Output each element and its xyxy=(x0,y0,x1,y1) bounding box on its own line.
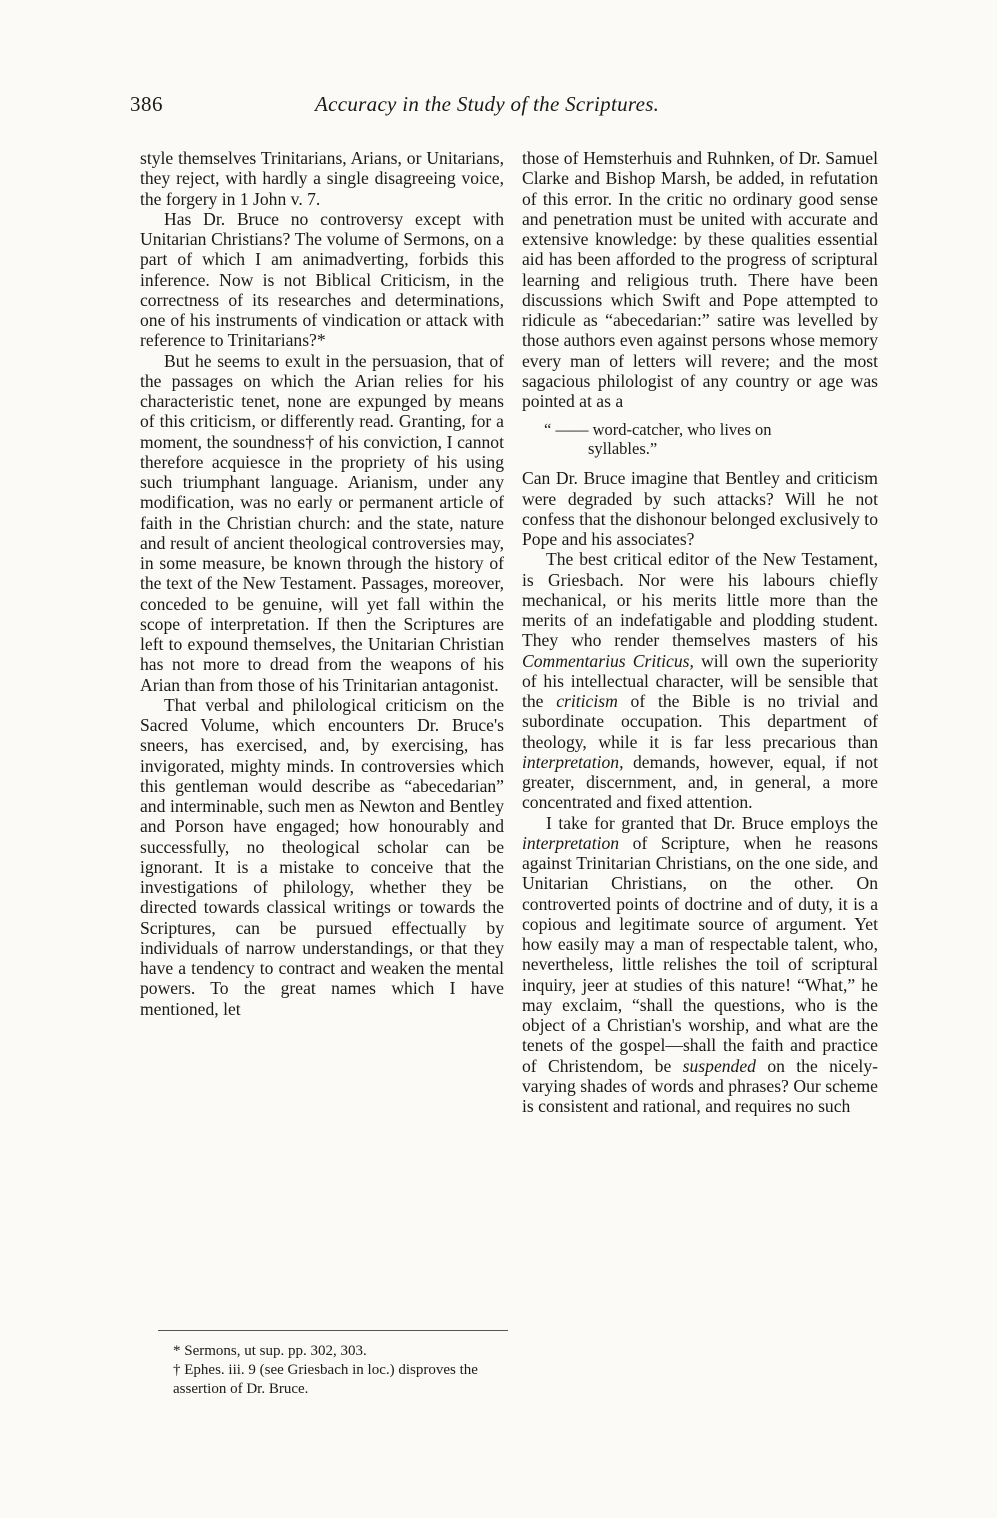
text-run: of the Bible is no trivial and subordinate occupation. This department of theology, while it is far less precarious than xyxy=(522,691,878,752)
text-run: I take for granted that Dr. Bruce employs the xyxy=(546,812,878,833)
left-paragraph-4: That verbal and philological criticism on the Sacred Volume, which encounters Dr. Bruce's sneers, has exercised, and, by exercising, has invigorated, mighty minds. In controversies which this gentleman would describe as “abecedarian” and interminable, such men as Newton and Bentley and Porson have engaged; how honourably and successfully, no theological scholar can be ignorant. It is a mistake to conceive that the investigations of philology, whether they be directed towards classical writings or towards the Scriptures, can be pursued effectually by individuals of narrow understandings, or that they have a tendency to contract and weaken the mental powers. To the great names which I have mentioned, let xyxy=(140,694,504,1019)
text-run: demands, however, equal, if not greater, discernment, and, in general, a more concentrated and fixed attention. xyxy=(522,751,878,813)
right-paragraph-2: Can Dr. Bruce imagine that Bentley and criticism were degraded by such attacks? Will he not confess that the dishonour belonged exclusively to Pope and his associates? xyxy=(522,468,878,549)
emphasis-interpretation: interpretation, xyxy=(522,751,624,772)
left-column xyxy=(140,148,504,1019)
quote-line-2: syllables.” xyxy=(588,439,658,459)
right-paragraph-3 xyxy=(522,549,878,812)
text-run: The best critical editor of the New Testament, is Griesbach. Nor were his labours chiefly mechanical, or his merits little more than the merits of an indefatigable and plodding student. They who render themselves masters of his xyxy=(522,549,878,651)
right-column xyxy=(522,148,878,1116)
running-title: Accuracy in the Study of the Scriptures. xyxy=(315,92,660,116)
footnote-divider xyxy=(158,1330,508,1331)
emphasis-criticism: criticism xyxy=(556,691,618,711)
emphasis-interpretation-2: interpretation xyxy=(522,832,620,853)
page-number: 386 xyxy=(130,92,163,116)
left-paragraph-3: But he seems to exult in the persuasion, that of the passages on which the Arian relies for his characteristic tenet, none are expunged by means of this criticism, or differently read. Granting, for a moment, the soundness† of his conviction, I cannot therefore acquiesce in the propriety of his using such triumphant language. Arianism, under any modification, was no early or permanent article of faith in the Christian church: and the state, nature and result of ancient theological controversies may, in some measure, be known through the history of the text of the New Testament. Passages, moreover, conceded to be genuine, will yet fall within the scope of interpretation. If then the Scriptures are left to expound themselves, the Unitarian Christian has not more to dread from the weapons of his Arian than from those of his Trinitarian antagonist. xyxy=(140,350,504,695)
left-paragraph-2: Has Dr. Bruce no controversy except with Unitarian Christians? The volume of Sermons, on a part of which I am animadverting, forbids this inference. Now is not Biblical Criticism, in the correctness of its researches and determinations, one of his instruments of vindication or attack with reference to Trinitarians?* xyxy=(140,208,504,351)
emphasis-suspended: suspended xyxy=(682,1055,756,1076)
footnote-2: † Ephes. iii. 9 (see Griesbach in loc.) disproves the assertion of Dr. Bruce. xyxy=(173,1362,478,1397)
right-paragraph-1: those of Hemsterhuis and Ruhnken, of Dr. Samuel Clarke and Bishop Marsh, be added, in refutation of this error. In the critic no ordinary good sense and penetration must be united with accurate and extensive knowledge: by these qualities essential aid has been afforded to the progress of scriptural learning and religious truth. There have been discussions which Swift and Pope attempted to ridicule as “abecedarian:” satire was levelled by those authors even against persons whose memory every man of letters will revere; and the most sagacious philologist of any country or age was pointed at as a xyxy=(522,148,878,411)
text-run: of Scripture, when he reasons against Trinitarian Christians, on the one side, and Unitarian Christians, on the other. On controverted points of doctrine and of duty, it is a copious and legitimate source of argument. Yet how easily may a man of respectable talent, who, nevertheless, little relishes the toil of scriptural inquiry, jeer at studies of this nature! “What,” he may exclaim, “shall the questions, who is the object of a Christian's worship, and what are the tenets of the gospel—shall the faith and practice of Christendom, be xyxy=(522,832,878,1076)
left-paragraph-1: style themselves Trinitarians, Arians, or Unitarians, they reject, with hardly a single disagreeing voice, the forgery in 1 John v. 7. xyxy=(140,148,504,209)
right-paragraph-4 xyxy=(522,813,878,1117)
footnotes xyxy=(140,1342,504,1399)
quote-line-1: “ —— word-catcher, who lives on xyxy=(544,420,772,440)
footnote-1: * Sermons, ut sup. pp. 302, 303. xyxy=(173,1343,367,1359)
page-header xyxy=(130,92,890,124)
text-run: will own the superiority of his intellectual character, will be sensible that the xyxy=(522,650,878,711)
block-quote xyxy=(544,420,878,458)
emphasis-commentarius: Commentarius Criticus, xyxy=(522,650,694,671)
text-run: on the nicely-varying shades of words and phrases? Our scheme is consistent and rational, and requires no such xyxy=(522,1055,878,1116)
